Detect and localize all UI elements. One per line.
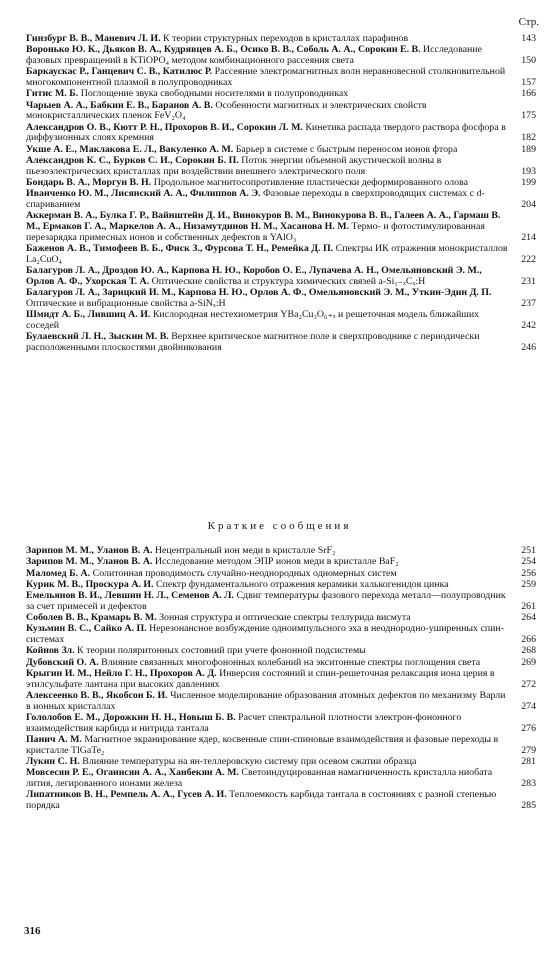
toc-entry [26, 45, 536, 66]
toc-entry [26, 89, 536, 100]
toc-entry [26, 790, 536, 811]
toc-entry-authors: Шмидт А. Б., Лившиц А. И. [26, 308, 151, 320]
toc-entry-authors: Александров К. С., Бурков С. И., Сорокин Б. П. [26, 154, 239, 166]
toc-entry-title: Исследование методом ЭПР ионов меди в кристалле BaF₂ [154, 556, 399, 568]
toc-entry-title: Кинетика распада твердого раствора фосфора в диффузионных слоях кремния [26, 121, 506, 144]
toc-entry-title: Светоиндуцированная намагниченность кристалла ниобата лития, легированного ионами железа [26, 767, 493, 790]
toc-entry-title: К теории структурных переходов в кристаллах парафинов [163, 33, 409, 44]
toc-entry-authors: Кузьмин В. С., Сайко А. П. [26, 623, 147, 635]
toc-entry-authors: Маломед Б. А. [26, 567, 91, 579]
toc-entry-title: Инверсия состояний и спин-решеточная релаксация иона церия в этилсульфате лантана при высоких давлениях [26, 668, 495, 690]
toc-entry [26, 145, 536, 156]
toc-entry [26, 669, 536, 690]
toc-entry-text [26, 288, 510, 309]
toc-entry [26, 101, 536, 122]
toc-entry-page: 204 [521, 198, 536, 210]
toc-entry-title: Поглощение звука свободными носителями в полупроводниках [80, 88, 349, 100]
toc-entry [26, 123, 536, 144]
toc-entry [26, 691, 536, 712]
toc-entry-text [26, 613, 510, 624]
toc-entry [26, 569, 536, 580]
toc-entry-page: 189 [521, 143, 536, 155]
toc-entry-title: Барьер в системе с быстрым переносом ионов фтора [235, 143, 458, 155]
toc-entry-authors: Александров О. В., Кютт Р. Н., Прохоров В. И., Сорокин Л. М. [26, 121, 303, 133]
toc-entry-page: 266 [521, 634, 536, 646]
toc-entry [26, 67, 536, 88]
toc-entry-title: Особенности магнитных и электрических свойств монокристаллических пленок FeV₂O₄ [26, 99, 427, 122]
toc-entry-authors: Иванченко Ю. М., Лисянский А. А., Филиппов А. Э. [26, 188, 261, 200]
toc-entry-title: Исследование фазовых превращений в KTiOPO₄ методом комбинационного рассеяния света [26, 44, 482, 66]
page-number: 316 [24, 925, 41, 937]
toc-entry-authors: Гинзбург В. В., Маневич Л. И. [26, 33, 161, 44]
toc-list-short-communications [26, 546, 536, 812]
toc-entry-title: Кислородная нестехиометрия YBa₂Cu₃O₆₊ₓ и решеточная модель ближайших соседей [26, 308, 480, 331]
toc-entry-text [26, 691, 510, 712]
toc-entry-text [26, 591, 510, 612]
toc-entry [26, 156, 536, 177]
toc-entry-page: 269 [521, 656, 536, 668]
toc-entry [26, 713, 536, 734]
toc-entry-text [26, 45, 510, 66]
toc-entry-text [26, 266, 510, 287]
toc-entry-text [26, 332, 510, 353]
toc-entry [26, 34, 536, 45]
toc-entry-authors: Балагуров Л. А., Зарицкий И. М., Карпова Н. Ю., Орлов А. Ф., Омельяновский Э. М., Уткин-Эдин Д. П. [26, 286, 492, 298]
toc-entry [26, 266, 536, 287]
toc-entry-text [26, 669, 510, 690]
toc-entry-page: 254 [521, 556, 536, 568]
toc-entry-text [26, 123, 510, 144]
toc-entry-title: К теории поляритонных состояний при учете фононной подсистемы [77, 645, 366, 657]
toc-entry-text [26, 569, 510, 580]
toc-entry-text [26, 34, 510, 45]
toc-entry [26, 591, 536, 612]
toc-entry-text [26, 211, 510, 243]
toc-entry-text [26, 189, 510, 210]
toc-entry-authors: Лукин С. Н. [26, 756, 80, 768]
toc-entry [26, 658, 536, 669]
toc-entry-title: Влияние связанных многофононных колебаний на экситонные спектры поглощения света [101, 656, 481, 668]
toc-entry-page: 199 [521, 176, 536, 188]
toc-entry [26, 768, 536, 789]
toc-entry-authors: Гололобов Е. М., Дорожкин Н. Н., Новыш Б. В. [26, 712, 236, 724]
toc-entry [26, 178, 536, 189]
toc-entry-page: 246 [521, 341, 536, 353]
toc-entry-title: Сдвиг температуры фазового перехода металл—полупроводник за счет примесей и дефектов [26, 590, 506, 612]
toc-entry-page: 242 [521, 319, 536, 331]
toc-entry-page: 157 [521, 77, 536, 88]
toc-entry-authors: Койнов Зл. [26, 645, 75, 657]
toc-entry-authors: Липатников В. Н., Ремпель А. А., Гусев А. И. [26, 789, 227, 801]
toc-entry-text [26, 757, 510, 768]
toc-entry-text [26, 658, 510, 669]
toc-entry-authors: Мовсесян Р. Е., Оганисян А. А., Ханбекян А. М. [26, 767, 239, 779]
toc-entry [26, 757, 536, 768]
toc-entry-page: 214 [521, 231, 536, 243]
toc-entry-page: 143 [521, 33, 536, 44]
toc-entry-title: Расчет спектральной плотности электрон-фононного взаимодействия карбида и нитрида тантала [26, 712, 462, 734]
toc-entry-text [26, 67, 510, 88]
toc-entry-text [26, 580, 510, 591]
toc-entry [26, 646, 536, 657]
toc-entry-authors: Баженов А. В., Тимофеев В. Б., Фиск З., Фурсова Т. Н., Ремейка Д. П. [26, 242, 334, 254]
toc-entry-title: Оптические свойства и структура химических связей a-Si₁₋ₓCₓ:H [151, 275, 426, 287]
toc-entry-text [26, 89, 510, 100]
toc-entry-title: Спектры ИК отражения монокристаллов La₂CuO₄ [26, 242, 508, 265]
toc-entry-text [26, 557, 510, 568]
toc-entry [26, 189, 536, 210]
toc-entry-page: 281 [521, 756, 536, 768]
toc-entry-title: Влияние температуры на ян-теллеровскую систему при осевом сжатии образца [82, 756, 417, 768]
toc-entry-authors: Крыгин И. М., Нейло Г. Н., Прохоров А. Д. [26, 668, 217, 680]
toc-entry-title: Оптические и вибрационные свойства a-SiNₓ:H [26, 297, 226, 309]
toc-entry-page: 256 [521, 567, 536, 579]
toc-entry-title: Спектр фундаментального отражения керамики халькогенидов цинка [156, 578, 449, 590]
toc-entry-title: Нецентральный ион меди в кристалле SrF₂ [154, 545, 336, 556]
toc-entry-title: Верхнее критическое магнитное поле в сверхпроводнике с периодически расположенными плоскостями двойникования [26, 330, 480, 353]
toc-entry-title: Нерезонансное возбуждение одноимпульсного эха в неоднородно-уширенных спин-системах [26, 623, 504, 646]
toc-entry-page: 268 [521, 645, 536, 657]
toc-entry [26, 557, 536, 568]
toc-entry-text [26, 156, 510, 177]
toc-entry [26, 211, 536, 243]
toc-entry [26, 244, 536, 265]
toc-entry-authors: Баркаускас Р., Ганцевич С. В., Катилюс Р. [26, 66, 213, 78]
toc-entry-title: Зонная структура и оптические спектры теллурида висмута [159, 612, 411, 624]
toc-entry-page: 261 [521, 600, 536, 612]
toc-entry-page: 283 [521, 778, 536, 790]
toc-entry-page: 182 [521, 132, 536, 144]
toc-entry-authors: Алексеенко В. В., Якобсон Б. И. [26, 690, 168, 702]
toc-entry-page: 222 [521, 253, 536, 265]
toc-entry-authors: Курик М. В., Проскура А. И. [26, 578, 154, 590]
toc-entry [26, 288, 536, 309]
toc-entry-title: Продольное магнитосопротивление пластически деформированного олова [153, 176, 469, 188]
toc-entry-page: 193 [521, 165, 536, 177]
toc-entry-authors: Бондарь В. А., Моргун В. Н. [26, 176, 152, 188]
toc-entry [26, 613, 536, 624]
toc-entry-page: 259 [521, 578, 536, 590]
toc-entry-title: Магнитное экранирование ядер, косвенные спин-спиновые взаимодействия и фазовые переходы в кристалле TlGaTe₂ [26, 734, 499, 756]
toc-entry-authors: Дубовский О. А. [26, 656, 99, 668]
toc-entry-title: Фазовые переходы в сверхпроводящих системах с d-спариванием [26, 188, 485, 210]
toc-entry-authors: Балагуров Л. А., Дроздов Ю. А., Карпова Н. Ю., Коробов О. Е., Лупачева А. Н., Омельяновский Э. М., Орлов А. Ф., Ухорская Т. А. [26, 264, 482, 287]
toc-entry-authors: Панич А. М. [26, 734, 82, 746]
toc-entry-page: 279 [521, 744, 536, 756]
toc-entry-title: Солитонная проводимость случайно-неоднородных одномерных систем [92, 567, 397, 579]
page-column-header: Стр. [518, 16, 539, 28]
toc-entry-authors: Воронько Ю. К., Дьяков В. А., Кудрявцев А. Б., Осико В. В., Соболь А. А., Сорокин Е. В. [26, 44, 421, 56]
toc-entry-text [26, 624, 510, 645]
toc-entry [26, 310, 536, 331]
toc-entry-authors: Булаевский Л. Н., Зыскин М. В. [26, 330, 169, 342]
toc-entry-text [26, 768, 510, 789]
toc-entry-page: 285 [521, 800, 536, 812]
toc-entry [26, 580, 536, 591]
toc-entry-title: Теплоемкость карбида тантала в состояниях с разной степенью порядка [26, 789, 497, 812]
toc-entry-text [26, 713, 510, 734]
toc-entry-page: 251 [521, 545, 536, 556]
toc-entry-authors: Соболев В. В., Крамарь В. М. [26, 612, 157, 624]
toc-entry-authors: Гитис М. Б. [26, 88, 79, 100]
toc-entry-page: 276 [521, 722, 536, 734]
toc-entry-page: 175 [521, 110, 536, 122]
toc-entry-page: 272 [521, 678, 536, 690]
toc-entry [26, 624, 536, 645]
toc-entry-page: 150 [521, 55, 536, 66]
toc-entry-authors: Чарыев А. А., Бабкин Е. В., Баранов А. В. [26, 99, 213, 111]
toc-entry-text [26, 310, 510, 331]
toc-entry [26, 332, 536, 353]
section-title: Краткие сообщения [207, 520, 352, 532]
toc-entry-text [26, 145, 510, 156]
toc-entry-text [26, 101, 510, 122]
toc-entry-text [26, 735, 510, 756]
toc-entry-page: 264 [521, 612, 536, 624]
toc-entry-text [26, 178, 510, 189]
toc-entry-authors: Зарипов М. М., Уланов В. А. [26, 556, 153, 568]
toc-entry [26, 546, 536, 557]
toc-entry-page: 237 [521, 297, 536, 309]
toc-entry-text [26, 646, 510, 657]
toc-list-main [26, 34, 536, 354]
toc-entry-page: 166 [521, 88, 536, 100]
toc-entry-title: Поток энергии объемной акустической волны в пьезоэлектрических кристаллах при воздействии внешнего электрического поля [26, 154, 442, 177]
toc-entry-title: Рассеяние электромагнитных волн неравновесной столкновительной многокомпонентной плазмой в полупроводниках [26, 66, 506, 88]
toc-entry-text [26, 790, 510, 811]
toc-entry-text [26, 244, 510, 265]
toc-entry-authors: Емельянов В. И., Левшин Н. Л., Семенов А. Л. [26, 590, 234, 602]
toc-entry-title: Термо- и фотостимулированная перезарядка примесных ионов и собственных дефектов в YAlO₃ [26, 220, 485, 243]
toc-entry-text [26, 546, 510, 557]
toc-entry-title: Численное моделирование образования атомных дефектов по механизму Варли в ионных кристаллах [26, 690, 506, 712]
toc-entry-authors: Аккерман В. А., Булка Г. Р., Вайнштейн Д. И., Винокуров В. М., Винокурова В. В., Галеев А. А., Гармаш В. М., Ермаков Г. А., Маркелов А. А., Низамутдинов Н. М., Хасанова Н. М. [26, 210, 501, 232]
toc-entry-authors: Зарипов М. М., Уланов В. А. [26, 545, 153, 556]
toc-entry-authors: Укше А. Е., Маклакова Е. Л., Вакуленко А. М. [26, 143, 234, 155]
toc-entry [26, 735, 536, 756]
toc-entry-page: 274 [521, 700, 536, 712]
toc-entry-page: 231 [521, 275, 536, 287]
